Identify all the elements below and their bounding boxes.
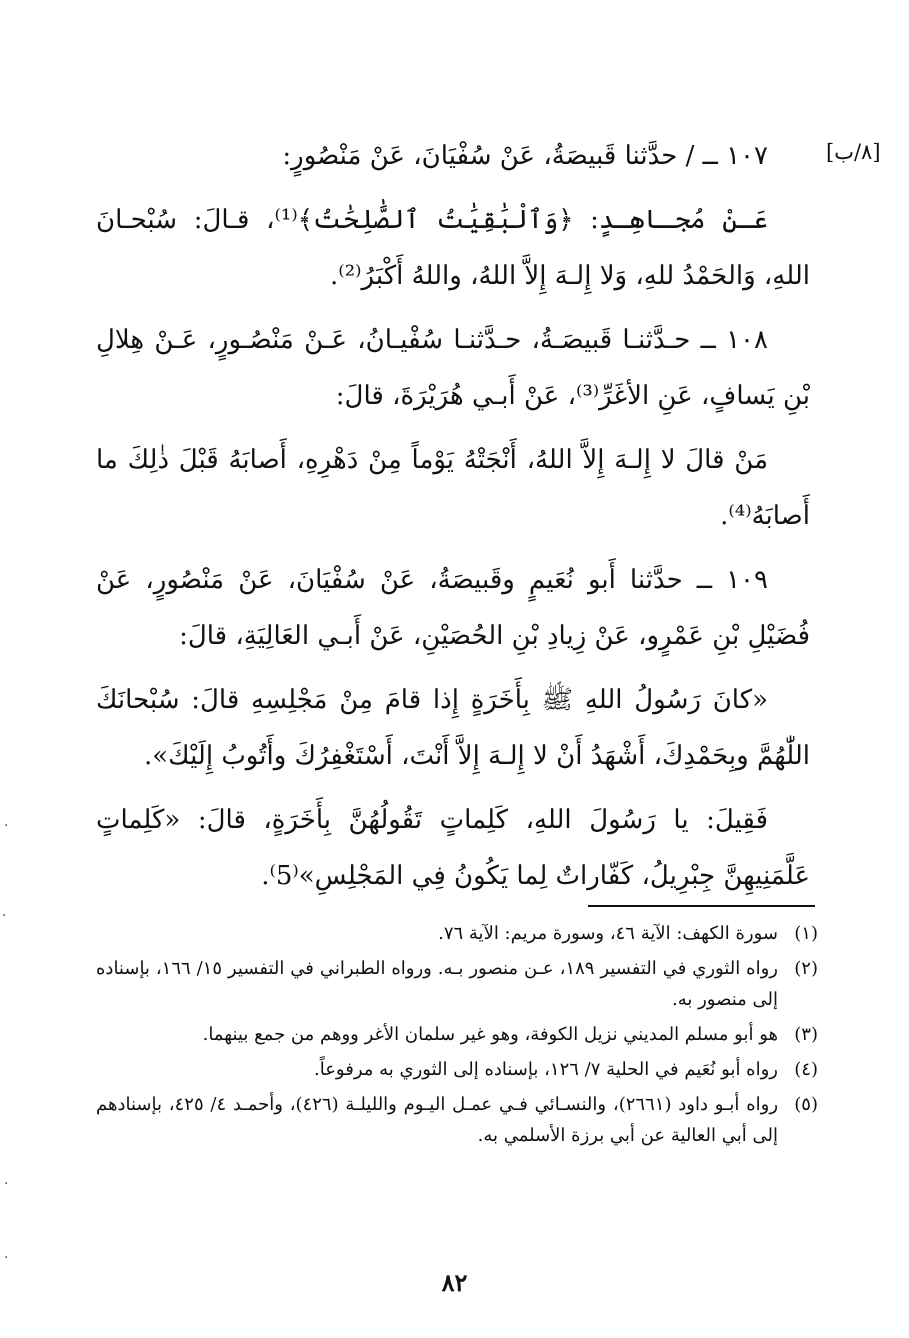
manuscript-folio-note: [٨/ب] xyxy=(826,140,881,164)
page-number: ٨٢ xyxy=(441,1268,468,1297)
hadith-108-heading: ١٠٨ ــ حـدَّثنـا قَبيصَـةُ، حـدَّثنـا سُفْيـانُ، عَـنْ مَنْصُـورٍ، عَـنْ هِلالِ بْنِ يَسافٍ، عَنِ الأغَرِّ⁽³⁾، عَنْ أَبـي هُرَيْرَةَ، قالَ: xyxy=(96,325,810,411)
hadith-107-text: عَـنْ مُجـاهِـدٍ: ﴿وَٱلْبَٰقِيَٰتُ ٱلصَّٰلِحَٰتُ﴾⁽¹⁾، قـالَ: سُبْحـانَ اللهِ، وَالحَمْدُ للهِ، وَلا إِلـهَ إِلاَّ اللهُ، واللهُ أَكْبَرُ⁽²⁾. xyxy=(96,205,810,291)
hadith-109-text: «كانَ رَسُولُ اللهِ ﷺ بِأَخَرَةٍ إِذا قامَ مِنْ مَجْلِسِهِ قالَ: سُبْحانَكَ اللّٰهُمَّ وبِحَمْدِكَ، أَشْهَدُ أَنْ لا إِلـهَ إِلاَّ أَنْتَ، أَسْتَغْفِرُكَ وأَتُوبُ إِلَيْكَ». xyxy=(96,685,810,771)
footnote-number: (٤) xyxy=(794,1059,818,1080)
footnote-number: (٢) xyxy=(794,958,818,979)
footnote-text: سورة الكهف: الآية ٤٦، وسورة مريم: الآية ٧٦. xyxy=(438,923,778,944)
scan-speck: · xyxy=(4,1176,9,1192)
footnote-text: رواه الثوري في التفسير ١٨٩، عـن منصور بـه. ورواه الطبراني في التفسير ١٥/ ١٦٦، بإسناده إلى منصور به. xyxy=(96,958,778,1010)
scan-speck: · xyxy=(2,908,7,924)
footnotes xyxy=(96,918,818,1155)
footnote-text: رواه أبـو داود (٢٦٦١)، والنسـائي فـي عمـل اليـوم والليلـة (٤٢٦)، وأحمـد ٤/ ٤٢٥، بإسنادهم إلى أبي العالية عن أبي برزة الأسلمي به. xyxy=(96,1094,779,1146)
hadith-107-heading: ١٠٧ ــ / حدَّثنا قَبيصَةُ، عَنْ سُفْيَانَ، عَنْ مَنْصُورٍ: xyxy=(282,141,768,171)
footnote-3 xyxy=(96,1019,818,1050)
footnote-1 xyxy=(96,918,818,949)
footnote-5 xyxy=(96,1089,818,1151)
scan-speck: · xyxy=(4,1250,9,1266)
scan-speck: · xyxy=(4,818,9,834)
hadith-109-continuation: فَقِيلَ: يا رَسُولَ اللهِ، كَلِماتٍ تَقُولُهُنَّ بِأَخَرَةٍ، قالَ: «كَلِماتٍ عَلَّمَنِيهِنَّ جِبْرِيلُ، كَفّاراتٌ لِما يَكُونُ فِي المَجْلِسِ»⁽5⁾. xyxy=(96,805,810,891)
hadith-108-text: مَنْ قالَ لا إِلـهَ إِلاَّ اللهُ، أَنْجَتْهُ يَوْماً مِنْ دَهْرِهِ، أَصابَهُ قَبْلَ ذٰلِكَ ما أَصابَهُ⁽⁴⁾. xyxy=(96,445,810,531)
footnote-text: رواه أبو نُعَيم في الحلية ٧/ ١٢٦، بإسناده إلى الثوري به مرفوعاً. xyxy=(313,1059,778,1080)
footnote-number: (١) xyxy=(794,923,818,944)
footnote-text: هو أبو مسلم المديني نزيل الكوفة، وهو غير سلمان الأغر ووهم من جمع بينهما. xyxy=(202,1024,778,1045)
footnote-separator xyxy=(588,905,815,907)
footnote-4 xyxy=(96,1054,818,1085)
hadith-109-heading: ١٠٩ ــ حدَّثنا أَبو نُعَيمٍ وقَبيصَةُ، عَنْ سُفْيَانَ، عَنْ مَنْصُورٍ، عَنْ فُضَيْلِ بْنِ عَمْرٍو، عَنْ زِيادِ بْنِ الحُصَيْنِ، عَنْ أَبـي العَالِيَةِ، قالَ: xyxy=(96,565,810,651)
main-text xyxy=(96,128,810,912)
footnote-number: (٣) xyxy=(794,1024,818,1045)
footnote-2 xyxy=(96,953,818,1015)
footnote-number: (٥) xyxy=(794,1094,818,1115)
